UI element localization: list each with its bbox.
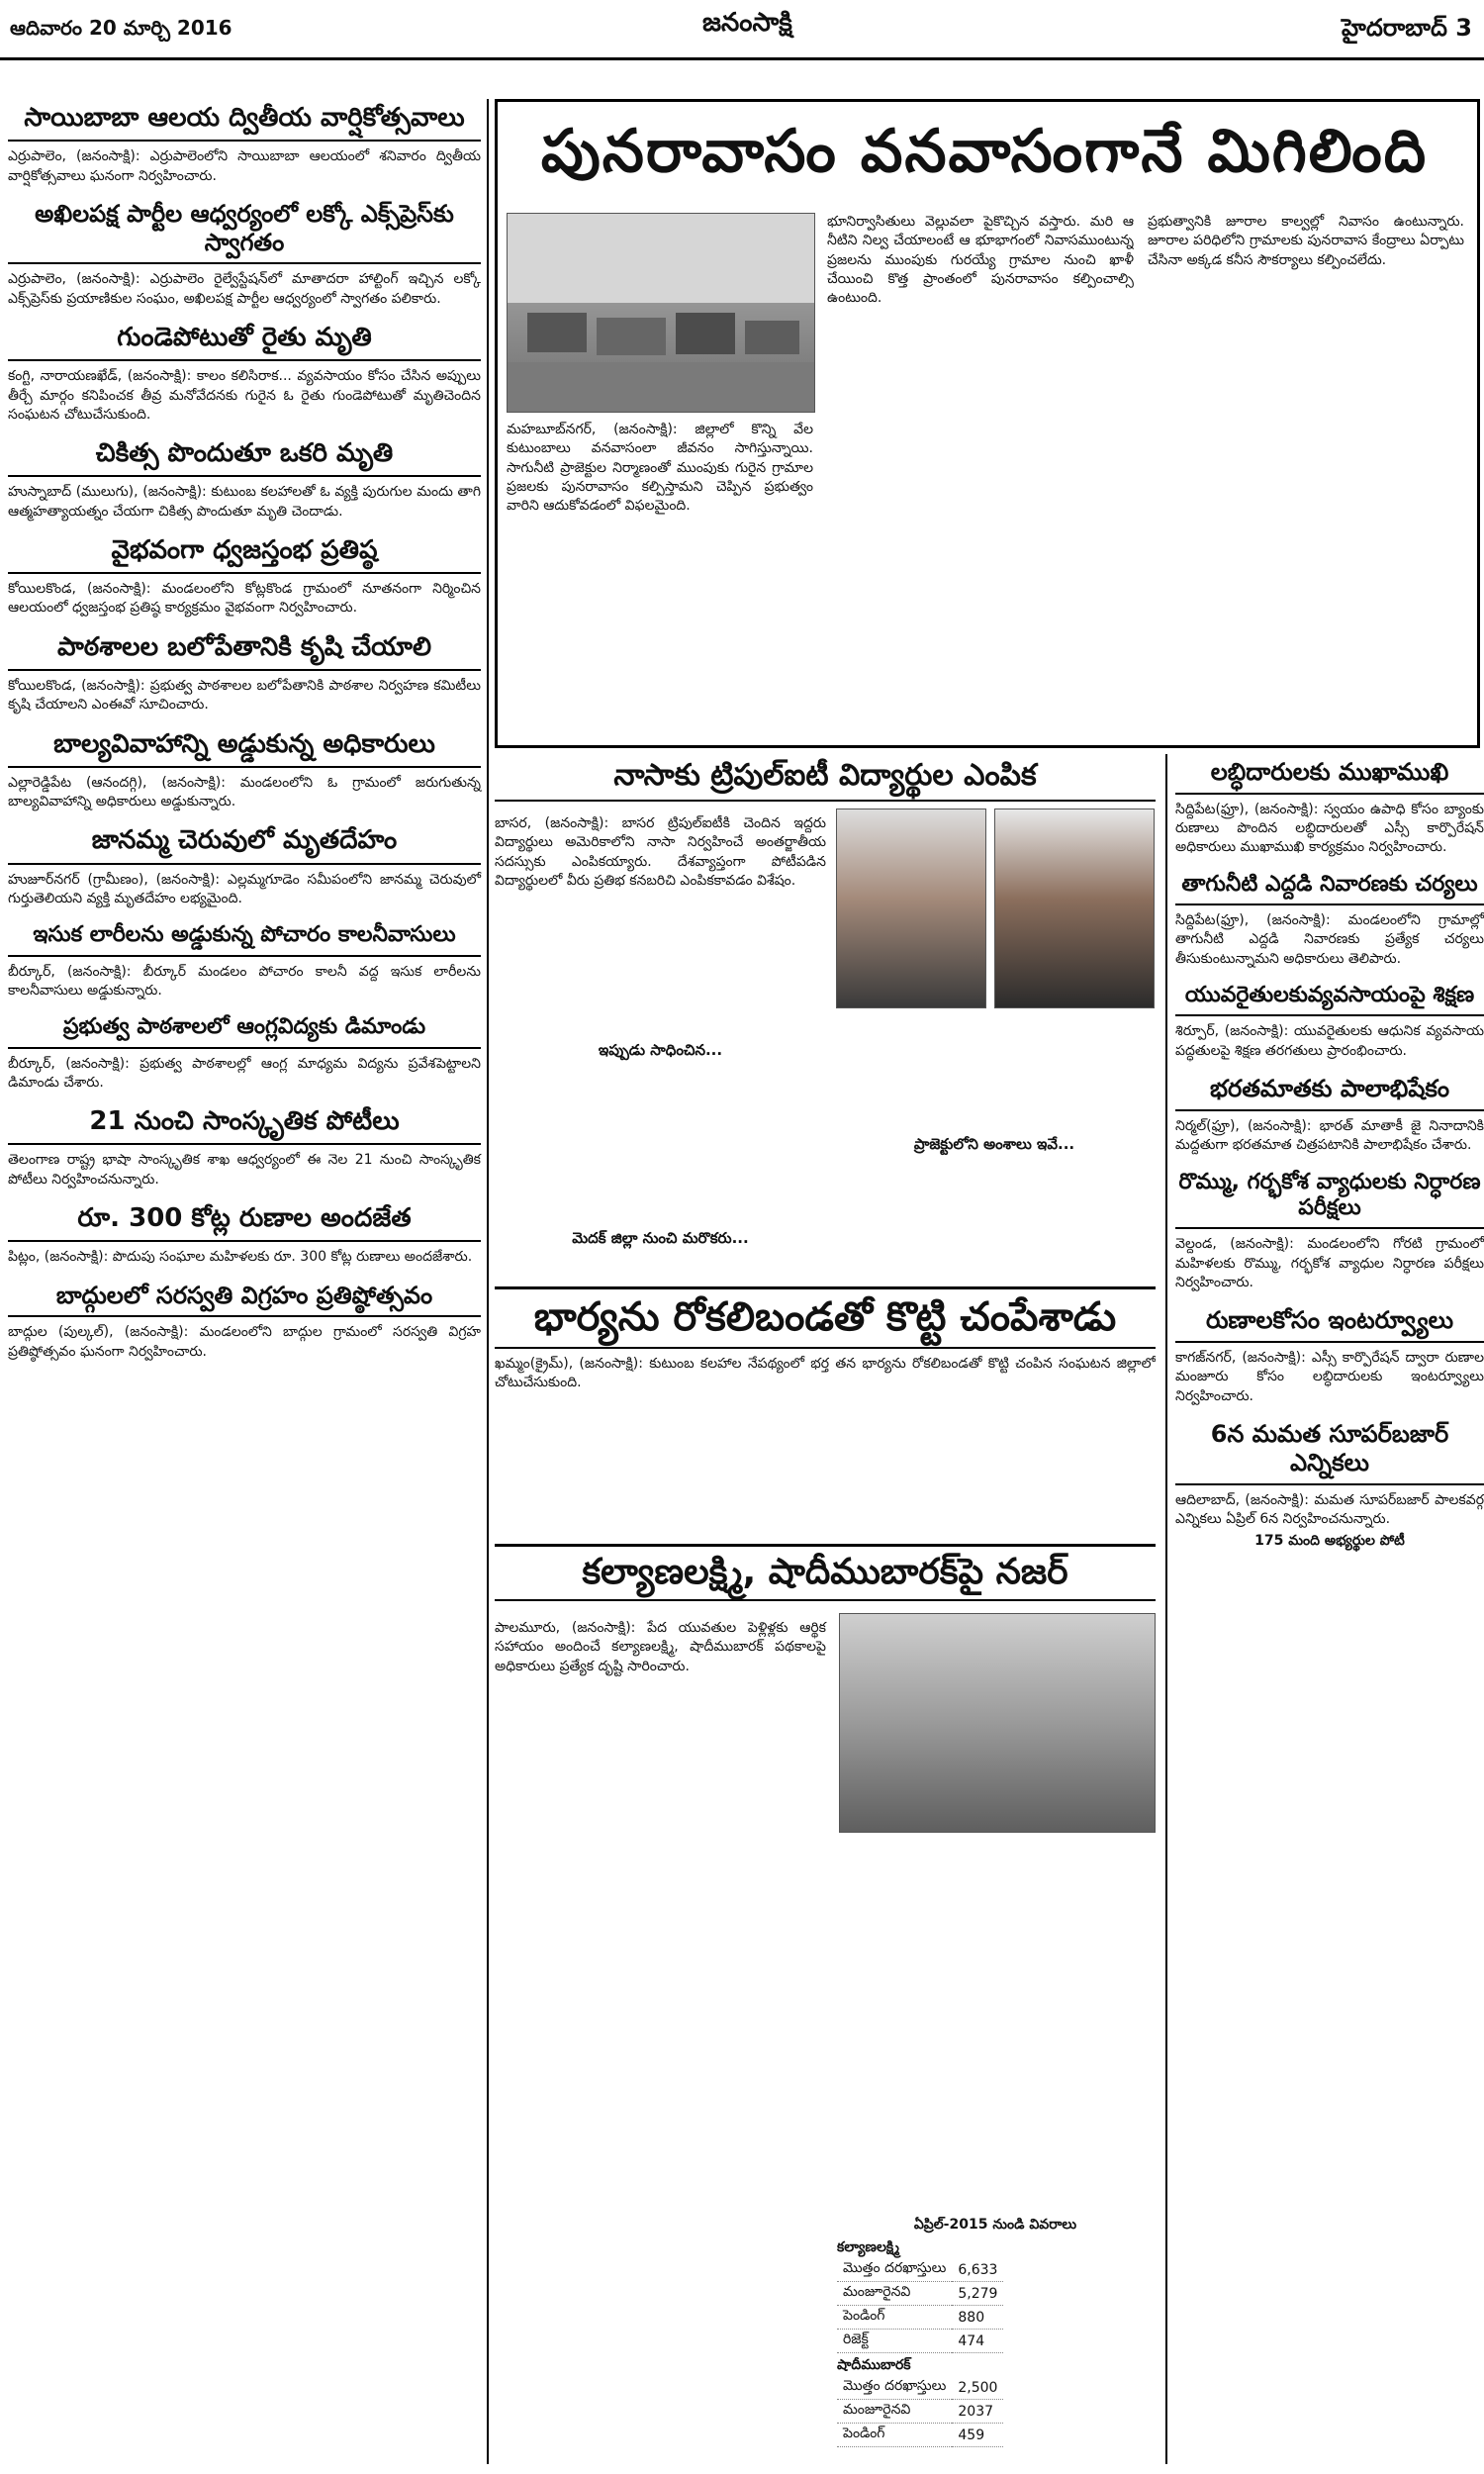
news-story: [8, 434, 481, 522]
news-story: [1175, 1071, 1484, 1155]
rehabilitation-colony-image: [508, 214, 814, 412]
table-row: [837, 2282, 1003, 2306]
lead-body-col-3: ప్రభుత్వానికి జూరాల కాల్వల్లో నివాసం ఉంటున్నారు. జూరాల పరిధిలోని గ్రామాలకు పునరావాస కేంద్రాలు ఏర్పాటు చేసినా అక్కడ కనీస సౌకర్యాలు కల్పించలేదు.: [1148, 214, 1464, 268]
story-headline: బాల్యవివాహాన్ని అడ్డుకున్న అధికారులు: [8, 725, 481, 768]
story-body: ఎల్లారెడ్డిపేట (ఆనందగ్గి), (జనంసాక్షి): మండలంలోని ఓ గ్రామంలో జరుగుతున్న బాల్యవివాహాన్ని అధికారులు అడ్డుకున్నారు.: [8, 774, 481, 810]
newspaper-logo: జనంసాక్షి: [702, 8, 792, 38]
story-headline: వైభవంగా ధ్వజస్తంభ ప్రతిష్ఠ: [8, 531, 481, 574]
story-headline: చికిత్స పొందుతూ ఒకరి మృతి: [8, 434, 481, 477]
subheading: ఇప్పుడు సాధించిన...: [598, 1041, 723, 1059]
story-body: తెలంగాణ రాష్ట్ర భాషా సాంస్కృతిక శాఖ ఆధ్వర్యంలో ఈ నెల 21 నుంచి సాంస్కృతిక పోటీలు నిర్వహించనున్నారు.: [8, 1152, 481, 1188]
story-body: ఎర్రుపాలెం, (జనంసాక్షి): ఎర్రుపాలెంలోని సాయిబాబా ఆలయంలో శనివారం ద్వితీయ వార్షికోత్సవాలు ఘనంగా నిర్వహించారు.: [8, 148, 481, 184]
story-body: హుజూర్‌నగర్ (గ్రామీణం), (జనంసాక్షి): ఎల్లమ్మగూడెం సమీపంలోని జానమ్మ చెరువులో గుర్తుతెలియని వ్యక్తి మృతదేహం లభ్యమైంది.: [8, 871, 481, 906]
news-story: [8, 319, 481, 425]
row-value: 880: [952, 2306, 1003, 2330]
row-label: మొత్తం దరఖాస్తులు: [837, 2258, 952, 2282]
right-news-column: [1165, 754, 1484, 2464]
story-body: వెల్దండ, (జనంసాక్షి): మండలంలోని గోరటి గ్రామంలో మహిళలకు రొమ్ము, గర్భకోశ వ్యాధుల నిర్ధారణ పరీక్షలు నిర్వహించారు.: [1175, 1236, 1484, 1290]
row-label: మంజూరైనవి: [837, 2400, 952, 2424]
student-photo-female: [836, 809, 986, 1008]
statistics-group-1: కల్యాణలక్ష్మి: [837, 2239, 900, 2255]
issue-date: ఆదివారం 20 మార్చి 2016: [10, 16, 232, 40]
news-story: [8, 531, 481, 618]
story-body: బీర్కూర్, (జనంసాక్షి): ప్రభుత్వ పాఠశాలల్లో ఆంగ్ల మాధ్యమ విద్యను ప్రవేశపెట్టాలని డిమాండు చేశారు.: [8, 1055, 481, 1091]
kalyanalakshmi-story: [495, 1544, 1156, 2464]
story-headline: యువరైతులకువ్యవసాయంపై శిక్షణ: [1175, 979, 1484, 1016]
news-story: [1175, 1416, 1484, 1552]
story-body: బీర్కూర్, (జనంసాక్షి): బీర్కూర్ మండలం పోచారం కాలనీ వద్ద ఇసుక లారీలను కాలనీవాసులు అడ్డుకున్నారు.: [8, 963, 481, 999]
story-headline: ప్రభుత్వ పాఠశాలలో ఆంగ్లవిద్యకు డిమాండు: [8, 1010, 481, 1048]
row-label: మంజూరైనవి: [837, 2282, 952, 2306]
news-story: [8, 725, 481, 812]
row-value: 6,633: [952, 2258, 1003, 2282]
story-body: బాద్గుల (పుల్కల్), (జనంసాక్షి): మండలంలోని బాద్గుల గ్రామంలో సరస్వతి విగ్రహ ప్రతిష్ఠోత్సవం ఘనంగా నిర్వహించారు.: [8, 1324, 481, 1360]
story-headline: అఖిలపక్ష పార్టీల ఆధ్వర్యంలో లక్కో ఎక్స్‌ప్రెస్‌కు స్వాగతం: [8, 196, 481, 265]
row-value: 2,500: [952, 2376, 1003, 2400]
table-row: [837, 2424, 1003, 2447]
story-headline: 21 నుంచి సాంస్కృతిక పోటీలు: [8, 1102, 481, 1145]
news-story: [8, 821, 481, 908]
story-headline: గుండెపోటుతో రైతు మృతి: [8, 319, 481, 361]
table-row: [837, 2400, 1003, 2424]
news-story: [1175, 1166, 1484, 1293]
story-body: శిర్పూర్, (జనంసాక్షి): యువరైతులకు ఆధునిక వ్యవసాయ పద్ధతులపై శిక్షణ తరగతులు ప్రారంభించారు.: [1175, 1023, 1484, 1059]
story-headline: తాగునీటి ఎద్దడి నివారణకు చర్యలు: [1175, 868, 1484, 905]
story-body: కంగ్టి, నారాయణఖేడ్, (జనంసాక్షి): కాలం కలిసిరాక... వ్యవసాయం కోసం చేసిన అప్పులు తీర్చే మార్గం కనిపించక తీవ్ర మనోవేదనకు గురైన ఓ రైతు గుండెపోటుతో మృతిచెందిన సంఘటన చోటుచేసుకుంది.: [8, 368, 481, 423]
story-body: సిద్దిపేట(ఫ్రూ), (జనంసాక్షి): మండలంలోని గ్రామాల్లో తాగునీటి ఎద్దడి నివారణకు ప్రత్యేక చర్యలు తీసుకుంటున్నామని అధికారులు తెలిపారు.: [1175, 912, 1484, 967]
story-body: హుస్నాబాద్ (ములుగు), (జనంసాక్షి): కుటుంబ కలహాలతో ఓ వ్యక్తి పురుగుల మందు తాగి ఆత్మహత్యాయత్నం చేయగా చికిత్స పొందుతూ మృతి చెందాడు.: [8, 484, 481, 520]
story-headline: కల్యాణలక్ష్మి, షాదీముబారక్‌పై నజర్: [495, 1544, 1156, 1601]
lead-body-col-1: మహబూబ్‌నగర్, (జనంసాక్షి): జిల్లాలో కొన్ని వేల కుటుంబాలు వనవాసంలా జీవనం సాగిస్తున్నాయి. సాగునీటి ప్రాజెక్టుల నిర్మాణంతో ముంపుకు గురైన గ్రామాల ప్రజలకు పునరావాసం కల్పిస్తామని చెప్పిన ప్రభుత్వం వారిని ఆదుకోవడంలో విఫలమైంది.: [507, 422, 813, 515]
row-label: రిజెక్ట్: [837, 2330, 952, 2353]
lead-headline: పునరావాసం వనవాసంగానే మిగిలింది: [540, 117, 1429, 186]
story-headline: రొమ్ము, గర్భకోశ వ్యాధులకు నిర్ధారణ పరీక్షలు: [1175, 1166, 1484, 1230]
news-story: [1175, 979, 1484, 1061]
story-headline: ఇసుక లారీలను అడ్డుకున్న పోచారం కాలనీవాసులు: [8, 918, 481, 956]
news-story: [1175, 868, 1484, 969]
row-value: 474: [952, 2330, 1003, 2353]
statistics-title: ఏప్రిల్-2015 నుండి వివరాలు: [913, 2217, 1077, 2233]
news-story: [8, 99, 481, 186]
masthead: [0, 0, 1484, 60]
row-value: 2037: [952, 2400, 1003, 2424]
story-body: పాలమూరు, (జనంసాక్షి): పేద యువతుల పెళ్లిళ్లకు ఆర్థిక సహాయం అందించే కల్యాణలక్ష్మి, షాదీముబారక్ పథకాలపై అధికారులు ప్రత్యేక దృష్టి సారించారు.: [495, 1620, 826, 1674]
lead-photo-houses: [507, 213, 815, 413]
story-headline: సాయిబాబా ఆలయ ద్వితీయ వార్షికోత్సవాలు: [8, 99, 481, 142]
officials-meeting-photo: [839, 1613, 1156, 1833]
story-body: ఖమ్మం(క్రైమ్), (జనంసాక్షి): కుటుంబ కలహాల నేపథ్యంలో భర్త తన భార్యను రోకలిబండతో కొట్టి చంపిన సంఘటన జిల్లాలో చోటుచేసుకుంది.: [495, 1356, 1156, 1391]
story-headline: జానమ్మ చెరువులో మృతదేహం: [8, 821, 481, 864]
story-body: కోయిలకొండ, (జనంసాక్షి): ప్రభుత్వ పాఠశాలల బలోపేతానికి పాఠశాల నిర్వహణ కమిటీలు కృషి చేయాలని ఎంఈవో సూచించారు.: [8, 677, 481, 714]
news-story: [1175, 1302, 1484, 1406]
row-value: 459: [952, 2424, 1003, 2447]
row-label: పెండింగ్: [837, 2424, 952, 2447]
story-body: సిద్దిపేట(ఫ్రూ), (జనంసాక్షి): స్వయం ఉపాధి కోసం బ్యాంకు రుణాలు పొందిన లబ్ధిదారులతో ఎస్సీ కార్పొరేషన్ అధికారులు ముఖాముఖి కార్యక్రమం నిర్వహించారు.: [1175, 801, 1484, 856]
story-headline: భరతమాతకు పాలాభిషేకం: [1175, 1071, 1484, 1111]
news-story: [8, 1010, 481, 1093]
story-body: ఆదిలాబాద్, (జనంసాక్షి): మమత సూపర్‌బజార్ పాలకవర్గ ఎన్నికలు ఏప్రిల్ 6న నిర్వహించనున్నారు.: [1175, 1491, 1484, 1527]
news-story: [8, 1199, 481, 1268]
lead-body-col-2: భూనిర్వాసితులు వెల్లువలా పైకొచ్చిన వస్తారు. మరి ఆ నీటిని నిల్వ చేయాలంటే ఆ భూభాగంలో నివాసముంటున్న ప్రజలను ముంపుకు గురయ్యే గ్రామాల నుంచి ఖాళీ చేయించి కొత్త ప్రాంతంలో పునరావాసం కల్పించాల్సి ఉంటుంది.: [827, 214, 1134, 307]
story-headline: రుణాలకోసం ఇంటర్వ్యూలు: [1175, 1302, 1484, 1343]
table-row: [837, 2376, 1003, 2400]
news-story: [8, 1102, 481, 1189]
row-label: మొత్తం దరఖాస్తులు: [837, 2376, 952, 2400]
row-label: పెండింగ్: [837, 2306, 952, 2330]
left-news-column: [8, 99, 489, 2464]
story-headline: బాద్గులలో సరస్వతి విగ్రహం ప్రతిష్ఠోత్సవం: [8, 1278, 481, 1318]
student-photo-male: [994, 809, 1155, 1008]
subheading: ప్రాజెక్టులోని అంశాలు ఇవే...: [913, 1135, 1075, 1153]
story-body: నిర్మల్(ఫ్రూ), (జనంసాక్షి): భారత్ మాతాకీ జై నినాదానికి మద్దతుగా భరతమాత చిత్రపటానికి పాలాభిషేకం చేశారు.: [1175, 1117, 1484, 1154]
story-headline: నాసాకు ట్రిపుల్‌ఐటీ విద్యార్థుల ఎంపిక: [495, 754, 1156, 802]
news-story: [8, 196, 481, 309]
murder-story: [495, 1286, 1156, 1534]
statistics-table-2: [837, 2376, 1003, 2447]
page-city-number: హైదరాబాద్ 3: [1342, 14, 1472, 42]
story-headline: 6న మమత సూపర్‌బజార్ ఎన్నికలు: [1175, 1416, 1484, 1485]
table-row: [837, 2330, 1003, 2353]
news-story: [8, 1278, 481, 1362]
story-body: కోయిలకొండ, (జనంసాక్షి): మండలంలోని కోట్లకొండ గ్రామంలో నూతనంగా నిర్మించిన ఆలయంలో ధ్వజస్తంభ ప్రతిష్ఠ కార్యక్రమం వైభవంగా నిర్వహించారు.: [8, 581, 481, 617]
story-body: ఎర్రుపాలెం, (జనంసాక్షి): ఎర్రుపాలెం రైల్వేస్టేషన్‌లో మాతాదరా హాల్టింగ్ ఇచ్చిన లక్కో ఎక్స్‌ప్రెస్‌కు ప్రయాణికుల సంఘం, అఖిలపక్ష పార్టీల ఆధ్వర్యంలో స్వాగతం పలికారు.: [8, 271, 481, 307]
triple-it-story: [495, 754, 1156, 1279]
story-headline: లబ్ధిదారులకు ముఖాముఖి: [1175, 754, 1484, 795]
subheading: మెదక్ జిల్లా నుంచి మరొకరు...: [572, 1229, 749, 1247]
statistics-group-2: షాదీముబారక్: [837, 2357, 911, 2373]
statistics-box: [837, 2217, 1154, 2447]
news-story: [1175, 754, 1484, 858]
story-body: బాసర, (జనంసాక్షి): బాసర ట్రిపుల్‌ఐటీకి చెందిన ఇద్దరు విద్యార్థులు అమెరికాలోని నాసా నిర్వహించే అంతర్జాతీయ సదస్సుకు ఎంపికయ్యారు. దేశవ్యాప్తంగా పోటీపడిన విద్యార్థులలో వీరు ప్రతిభ కనబరిచి ఎంపికకావడం విశేషం.: [495, 815, 826, 889]
story-headline: పాఠశాలల బలోపేతానికి కృషి చేయాలి: [8, 628, 481, 671]
story-headline: రూ. 300 కోట్ల రుణాల అందజేత: [8, 1199, 481, 1242]
story-body: పిట్లం, (జనంసాక్షి): పొదుపు సంఘాల మహిళలకు రూ. 300 కోట్ల రుణాలు అందజేశారు.: [8, 1249, 473, 1266]
subheading: 175 మంది అభ్యర్థుల పోటీ: [1254, 1533, 1405, 1550]
news-story: [8, 628, 481, 715]
story-headline: భార్యను రోకలిబండతో కొట్టి చంపేశాడు: [495, 1286, 1156, 1349]
table-row: [837, 2258, 1003, 2282]
row-value: 5,279: [952, 2282, 1003, 2306]
table-row: [837, 2306, 1003, 2330]
story-body: కాగజ్‌నగర్, (జనంసాక్షి): ఎస్సీ కార్పొరేషన్ ద్వారా రుణాల మంజూరు కోసం లబ్ధిదారులకు ఇంటర్వ్యూలు నిర్వహించారు.: [1175, 1350, 1484, 1404]
news-story: [8, 918, 481, 1000]
statistics-table-1: [837, 2258, 1003, 2353]
